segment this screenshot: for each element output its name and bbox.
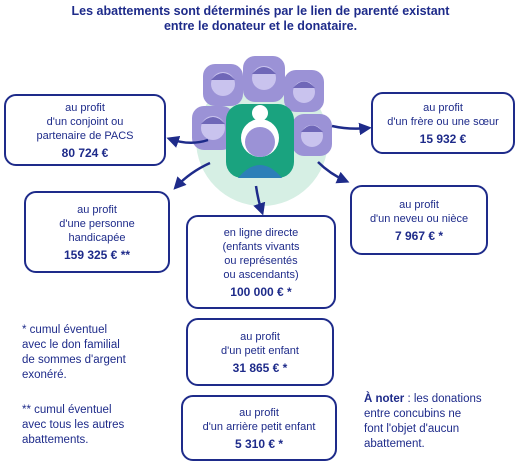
box-frere bbox=[371, 92, 515, 154]
grandmother-icon bbox=[226, 104, 294, 178]
box-neveu-line1: au profit bbox=[399, 198, 439, 211]
note-line3: font l'objet d'aucun bbox=[364, 423, 460, 435]
box-directe-amount: 100 000 € * bbox=[230, 284, 292, 299]
box-neveu-amount: 7 967 € * bbox=[394, 228, 444, 243]
arrow-to-handicap bbox=[176, 163, 210, 187]
box-petit-line1: au profit bbox=[240, 330, 280, 343]
footnote2-line1: ** cumul éventuel bbox=[22, 404, 112, 416]
box-handicap-line3: handicapée bbox=[68, 231, 126, 244]
box-handicap-line2: d'une personne bbox=[59, 217, 135, 230]
title-line-1: Les abattements sont déterminés par le lien de parenté existant bbox=[71, 4, 450, 18]
box-neveu-line2: d'un neveu ou nièce bbox=[369, 212, 469, 225]
face-mid-right-icon bbox=[292, 114, 332, 156]
arrow-to-frere bbox=[332, 126, 368, 129]
note-line4: abattement. bbox=[364, 438, 425, 450]
box-conjoint-line2: d'un conjoint ou bbox=[46, 115, 124, 128]
box-directe-line4: ou ascendants) bbox=[223, 268, 299, 281]
arrow-to-neveu bbox=[318, 162, 346, 181]
box-directe bbox=[186, 215, 336, 309]
box-petit-enfant bbox=[186, 318, 334, 386]
box-frere-line2: d'un frère ou une sœur bbox=[387, 115, 499, 128]
box-directe-line3: ou représentés bbox=[224, 254, 298, 267]
box-arriere-line2: d'un arrière petit enfant bbox=[202, 420, 316, 433]
box-frere-line1: au profit bbox=[423, 101, 463, 114]
box-handicap-line1: au profit bbox=[77, 203, 117, 216]
box-handicap-amount: 159 325 € ** bbox=[63, 247, 131, 262]
face-top-right-icon bbox=[284, 70, 324, 112]
box-arriere-petit-enfant bbox=[181, 395, 337, 461]
box-conjoint bbox=[4, 94, 166, 166]
face-top-left-icon bbox=[203, 64, 243, 106]
box-conjoint-line3: partenaire de PACS bbox=[36, 129, 134, 142]
box-petit-amount: 31 865 € * bbox=[232, 360, 288, 375]
box-arriere-line1: au profit bbox=[239, 406, 279, 419]
note-label: À noter bbox=[364, 393, 405, 405]
face-top-center-icon bbox=[243, 56, 285, 102]
box-conjoint-line1: au profit bbox=[65, 101, 105, 114]
box-neveu bbox=[350, 185, 488, 255]
footnote2-line2: avec tous les autres bbox=[22, 419, 125, 431]
footnote2-line3: abattements. bbox=[22, 434, 89, 446]
footnote-single-star bbox=[22, 323, 172, 383]
box-handicap bbox=[24, 191, 170, 273]
note-concubins bbox=[364, 392, 514, 452]
footnote1-line4: exonéré. bbox=[22, 369, 67, 381]
note-line2: entre concubins ne bbox=[364, 408, 462, 420]
box-conjoint-amount: 80 724 € bbox=[61, 145, 109, 160]
footnote1-line1: * cumul éventuel bbox=[22, 324, 108, 336]
box-frere-amount: 15 932 € bbox=[419, 131, 467, 146]
box-directe-line1: en ligne directe bbox=[223, 226, 299, 239]
box-directe-line2: (enfants vivants bbox=[222, 240, 300, 253]
box-petit-line2: d'un petit enfant bbox=[221, 344, 299, 357]
footnote-double-star bbox=[22, 403, 172, 448]
box-arriere-amount: 5 310 € * bbox=[234, 436, 284, 451]
footnote1-line2: avec le don familial bbox=[22, 339, 120, 351]
note-line1: : les donations bbox=[404, 393, 482, 405]
title-line-2: entre le donateur et le donataire. bbox=[163, 19, 358, 33]
footnote1-line3: de sommes d'argent bbox=[22, 354, 126, 366]
